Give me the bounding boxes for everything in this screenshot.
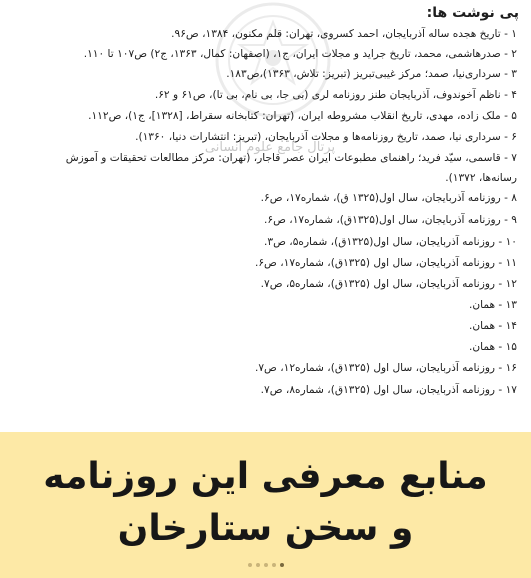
- reference-item: ۱۳ - همان.: [468, 299, 517, 311]
- title-banner: [0, 432, 531, 578]
- carousel-dot[interactable]: [264, 563, 268, 567]
- reference-item: ۶ - سرداری نیا، صمد، تاریخ روزنامه‌ها و مجلات آذربایجان، (تبریز: انتشارات دنیا، ۱۳۶۰).: [135, 131, 517, 143]
- reference-item: ۳ - سرداری‌نیا، صمد؛ مرکز غیبی‌تبریز (تبریز: تلاش، ۱۳۶۳)،ص۱۸۳.: [226, 68, 517, 80]
- reference-item: ۱۵ - همان.: [468, 341, 517, 353]
- reference-item: ۲ - صدرهاشمی، محمد، تاریخ جراید و مجلات ایران، ج۱، (اصفهان: کمال، ۱۳۶۳، ج۲) ص۱۰۷ تا ۱۱۰.: [83, 48, 517, 60]
- carousel-dot[interactable]: [272, 563, 276, 567]
- watermark-caption: پرتال جامع علوم انسانی: [204, 140, 336, 155]
- reference-item: ۷ - قاسمی، سیّد فرید؛ راهنمای مطبوعات ایران عصر قاجار، (تهران: مرکز مطالعات تحقیقات و آموزش: [65, 152, 517, 164]
- carousel-indicator: [0, 552, 531, 571]
- reference-item: ۴ - ناظم آخوندوف، آذربایجان طنز روزنامه لری (بی جا، بی نام، بی تا)، ص۶۱ و ۶۲.: [154, 89, 517, 101]
- reference-item: ۱۰ - روزنامه آذربایجان، سال اول(۱۳۲۵ق)، شماره۵، ص۳.: [264, 236, 517, 248]
- carousel-dot[interactable]: [256, 563, 260, 567]
- reference-item: ۱ - تاریخ هجده ساله آذربایجان، احمد کسروی، تهران: قلم مکنون، ۱۳۸۴، ص۹۶.: [171, 28, 517, 40]
- reference-item: ۸ - روزنامه آذربایجان، سال اول(۱۳۲۵ ق)، شماره۱۷، ص۶.: [260, 192, 517, 204]
- reference-item: ۱۶ - روزنامه آذربایجان، سال اول (۱۳۲۵ق)، شماره۱۲، ص۷.: [254, 362, 517, 374]
- reference-item: ۱۴ - همان.: [468, 320, 517, 332]
- reference-item: ۵ - ملک زاده، مهدی، تاریخ انقلاب مشروطه ایران، (تهران: کتابخانه سقراط، [۱۳۲۸]، ج۱)، ص۱۱۲.: [88, 110, 517, 122]
- footnotes-heading: پی نوشت ها:: [426, 5, 519, 21]
- reference-item: رسانه‌ها، ۱۳۷۲).: [445, 172, 517, 184]
- reference-item: ۱۱ - روزنامه آذربایجان، سال اول (۱۳۲۵ق)، شماره۱۷، ص۶.: [254, 257, 517, 269]
- banner-title-line-2: و سخن ستارخان: [117, 508, 414, 549]
- reference-item: ۹ - روزنامه آذربایجان، سال اول(۱۳۲۵ق)، شماره۱۷، ص۶.: [264, 214, 517, 226]
- banner-title-line-1: منابع معرفی این روزنامه: [43, 456, 488, 497]
- carousel-dot[interactable]: [248, 563, 252, 567]
- carousel-dot[interactable]: [280, 563, 284, 567]
- reference-item: ۱۲ - روزنامه آذربایجان، سال اول (۱۳۲۵ق)، شماره۵، ص۷.: [260, 278, 517, 290]
- reference-item: ۱۷ - روزنامه آذربایجان، سال اول (۱۳۲۵ق)، شماره۸، ص۷.: [260, 384, 517, 396]
